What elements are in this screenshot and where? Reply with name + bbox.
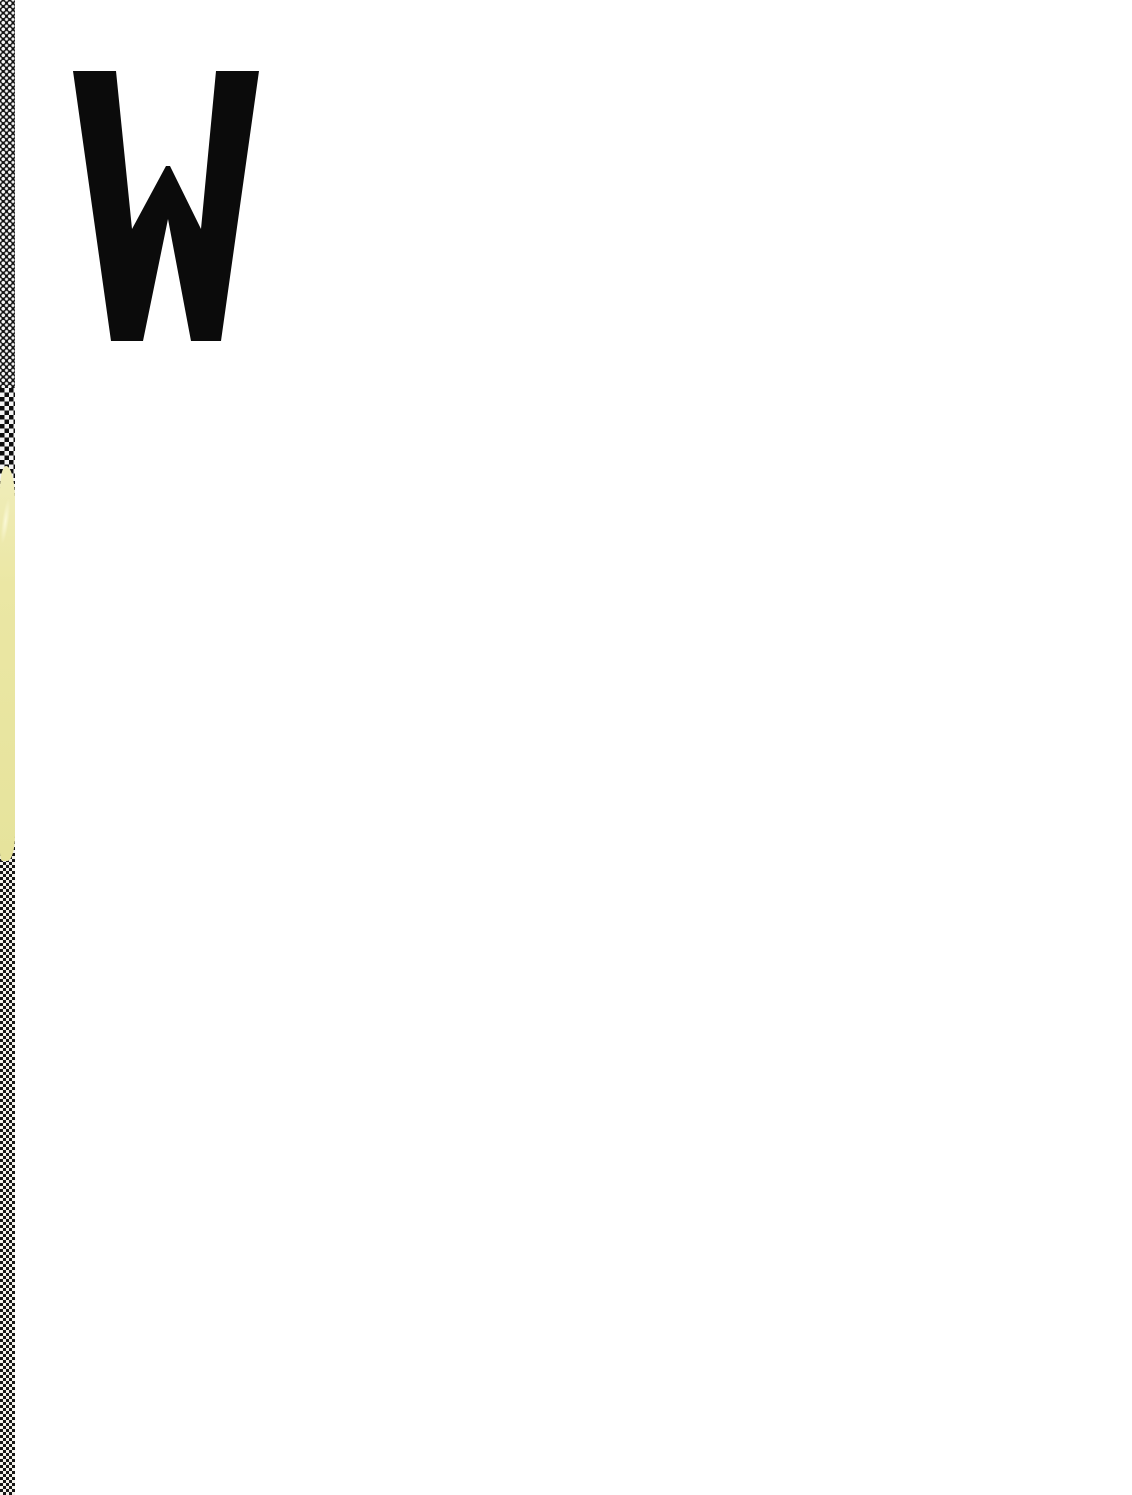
left-edge-artwork [0, 0, 15, 1495]
editor-letter-body [73, 71, 773, 343]
drop-cap-w-glyph [73, 71, 259, 341]
drop-cap-w [73, 71, 263, 343]
